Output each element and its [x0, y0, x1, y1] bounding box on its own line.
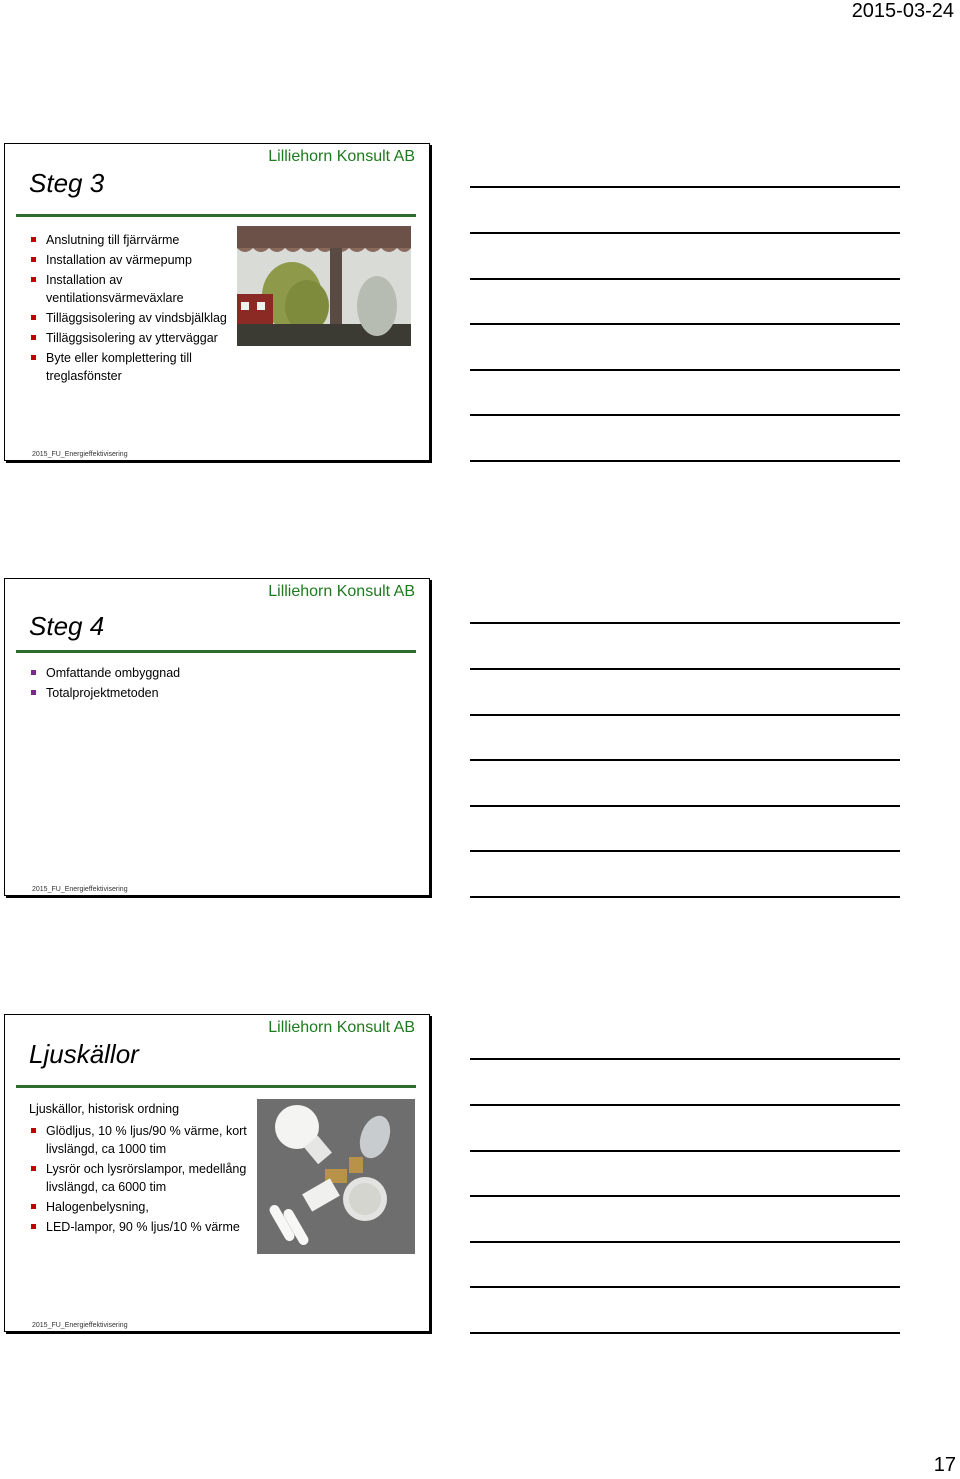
slide-steg-4	[4, 578, 430, 896]
title-rule	[16, 214, 416, 217]
list-item: Byte eller komplettering till treglasfönster	[29, 349, 239, 385]
note-line	[470, 1241, 900, 1243]
list-item: Halogenbelysning,	[29, 1198, 257, 1216]
note-line	[470, 1058, 900, 1060]
header-date: 2015-03-24	[851, 0, 954, 22]
list-item: Omfattande ombyggnad	[29, 664, 329, 682]
title-rule	[16, 650, 416, 653]
light-bulbs-photo	[257, 1099, 415, 1254]
bullet-list	[29, 664, 329, 704]
list-item: Installation av ventilationsvärmeväxlare	[29, 271, 239, 307]
slide-title: Steg 3	[29, 168, 105, 198]
note-line	[470, 323, 900, 325]
note-line	[470, 186, 900, 188]
company-name: Lilliehorn Konsult AB	[268, 148, 415, 165]
note-line	[470, 414, 900, 416]
bullet-list	[29, 1122, 257, 1238]
list-item: Tilläggsisolering av vindsbjälklag	[29, 309, 239, 327]
list-item: Installation av värmepump	[29, 251, 239, 269]
window-view-photo	[237, 226, 411, 346]
title-rule	[16, 1085, 416, 1088]
note-line	[470, 759, 900, 761]
slide-steg-3	[4, 143, 430, 461]
slide-title: Ljuskällor	[29, 1039, 139, 1069]
note-line	[470, 232, 900, 234]
note-line	[470, 460, 900, 462]
slide-footer: 2015_FU_Energieffektivisering	[32, 1322, 128, 1329]
slide-title: Steg 4	[29, 611, 105, 641]
slide-footer: 2015_FU_Energieffektivisering	[32, 451, 128, 458]
note-line	[470, 1286, 900, 1288]
note-line	[470, 1104, 900, 1106]
list-item: Tilläggsisolering av ytterväggar	[29, 329, 239, 347]
slide-ljuskallor	[4, 1014, 430, 1332]
company-name: Lilliehorn Konsult AB	[268, 1019, 415, 1036]
note-line	[470, 668, 900, 670]
note-line	[470, 1150, 900, 1152]
list-item: Lysrör och lysrörslampor, medellång livslängd, ca 6000 tim	[29, 1160, 257, 1196]
note-line	[470, 896, 900, 898]
company-name: Lilliehorn Konsult AB	[268, 583, 415, 600]
bullet-list	[29, 231, 239, 387]
list-item: Totalprojektmetoden	[29, 684, 329, 702]
slide-footer: 2015_FU_Energieffektivisering	[32, 886, 128, 893]
note-line	[470, 805, 900, 807]
list-item: Anslutning till fjärrvärme	[29, 231, 239, 249]
note-line	[470, 714, 900, 716]
note-line	[470, 850, 900, 852]
note-line	[470, 622, 900, 624]
note-line	[470, 369, 900, 371]
intro-text: Ljuskällor, historisk ordning	[29, 1102, 180, 1116]
note-line	[470, 278, 900, 280]
note-line	[470, 1332, 900, 1334]
page-number: 17	[933, 1454, 956, 1476]
list-item: LED-lampor, 90 % ljus/10 % värme	[29, 1218, 257, 1236]
note-line	[470, 1195, 900, 1197]
list-item: Glödljus, 10 % ljus/90 % värme, kort livslängd, ca 1000 tim	[29, 1122, 257, 1158]
